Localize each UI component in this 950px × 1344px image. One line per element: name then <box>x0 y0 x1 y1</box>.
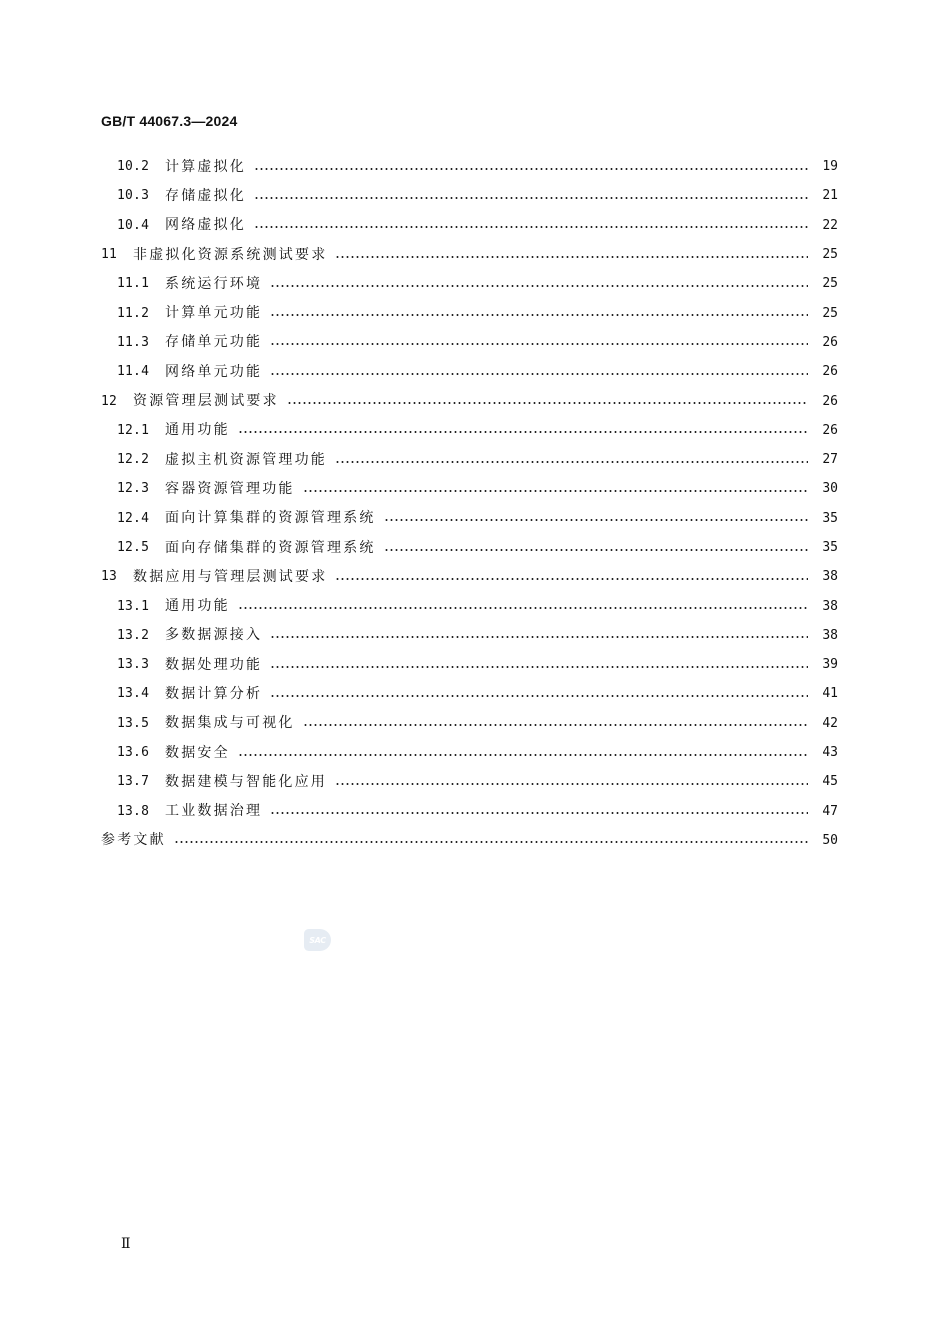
toc-entry-page: 41 <box>822 686 838 702</box>
dot-leader <box>335 578 808 580</box>
toc-entry[interactable] <box>101 386 838 415</box>
dot-leader <box>254 197 808 199</box>
toc-entry-number: 12.4 <box>117 510 150 526</box>
toc-entry-title: 数据安全 <box>165 744 230 761</box>
dot-leader <box>287 402 808 404</box>
dot-leader <box>270 314 808 316</box>
toc-entry-number: 13.4 <box>117 686 150 702</box>
toc-entry-number: 12.5 <box>117 540 150 555</box>
toc-entry[interactable] <box>101 357 838 386</box>
toc-entry-title: 通用功能 <box>165 422 230 439</box>
toc-entry-page: 27 <box>822 452 838 468</box>
toc-entry[interactable] <box>101 709 838 738</box>
toc-entry-number: 13.1 <box>117 598 150 614</box>
toc-entry-page: 19 <box>822 159 838 175</box>
toc-entry-page: 22 <box>822 217 838 233</box>
dot-leader <box>270 636 808 638</box>
toc-entry[interactable] <box>101 650 838 679</box>
toc-entry[interactable] <box>101 181 838 210</box>
toc-entry-number: 13.6 <box>117 745 150 761</box>
toc-entry-number: 11 <box>101 247 118 263</box>
dot-leader <box>303 724 808 726</box>
toc-entry-number: 13.3 <box>117 657 150 673</box>
toc-entry-title: 计算单元功能 <box>165 305 263 322</box>
toc-entry-page: 26 <box>822 422 838 438</box>
toc-entry-title: 工业数据治理 <box>165 803 263 820</box>
toc-entry-title: 资源管理层测试要求 <box>133 393 279 410</box>
toc-entry[interactable] <box>101 738 838 767</box>
toc-entry-page: 26 <box>822 334 838 350</box>
toc-entry[interactable] <box>101 416 838 445</box>
dot-leader <box>384 519 808 521</box>
sac-logo-text: SAC <box>309 935 326 945</box>
toc-entry-title: 存储单元功能 <box>165 334 263 351</box>
dot-leader <box>270 695 808 697</box>
toc-entry[interactable] <box>101 298 838 327</box>
toc-entry-title: 非虚拟化资源系统测试要求 <box>133 246 328 263</box>
toc-entry[interactable] <box>101 211 838 240</box>
dot-leader <box>335 461 808 463</box>
toc-entry-page: 26 <box>822 393 838 409</box>
toc-entry[interactable] <box>101 269 838 298</box>
toc-entry-number: 10.4 <box>117 217 150 233</box>
toc-entry-title: 面向存储集群的资源管理系统 <box>165 539 376 556</box>
toc-entry-number: 10.3 <box>117 188 150 204</box>
toc-entry-title: 数据集成与可视化 <box>165 715 295 732</box>
toc-entry-page: 45 <box>822 774 838 790</box>
toc-entry-number: 11.3 <box>117 334 150 350</box>
dot-leader <box>238 431 808 433</box>
dot-leader <box>254 168 808 170</box>
toc-entry[interactable] <box>101 504 838 533</box>
toc-entry-page: 43 <box>822 745 838 761</box>
dot-leader <box>270 343 808 345</box>
toc-entry-page: 30 <box>822 481 838 497</box>
toc-entry-page: 25 <box>822 305 838 321</box>
toc-entry-title: 数据应用与管理层测试要求 <box>133 568 328 585</box>
toc-entry-title: 虚拟主机资源管理功能 <box>165 451 327 468</box>
toc-entry-title: 计算虚拟化 <box>165 158 246 175</box>
toc-entry-page: 50 <box>822 832 838 848</box>
toc-entry-title: 面向计算集群的资源管理系统 <box>165 510 376 527</box>
toc-entry[interactable] <box>101 621 838 650</box>
toc-entry-title: 系统运行环境 <box>165 275 263 292</box>
toc-entry[interactable] <box>101 562 838 591</box>
sac-logo-icon <box>304 929 331 951</box>
toc-entry-page: 25 <box>822 276 838 292</box>
toc-entry-title: 数据建模与智能化应用 <box>165 773 327 790</box>
table-of-contents <box>101 152 838 855</box>
toc-entry-page: 47 <box>822 803 838 819</box>
toc-entry-page: 25 <box>822 247 838 263</box>
toc-entry-page: 21 <box>822 188 838 204</box>
toc-entry[interactable] <box>101 826 838 855</box>
toc-entry-number: 13 <box>101 569 118 585</box>
toc-entry-title: 网络虚拟化 <box>165 217 246 234</box>
toc-entry-number: 10.2 <box>117 159 150 175</box>
dot-leader <box>270 666 808 668</box>
dot-leader <box>303 490 808 492</box>
toc-entry-number: 12.1 <box>117 422 150 438</box>
dot-leader <box>238 607 808 609</box>
dot-leader <box>174 841 808 843</box>
toc-entry-page: 35 <box>822 540 838 555</box>
toc-entry-title: 数据计算分析 <box>165 685 263 702</box>
toc-entry[interactable] <box>101 679 838 708</box>
toc-entry[interactable] <box>101 152 838 181</box>
toc-entry-title: 网络单元功能 <box>165 363 263 380</box>
toc-entry-title: 容器资源管理功能 <box>165 480 295 497</box>
dot-leader <box>335 783 808 785</box>
dot-leader <box>384 549 808 551</box>
dot-leader <box>254 226 808 228</box>
dot-leader <box>270 812 808 814</box>
dot-leader <box>335 256 808 258</box>
toc-entry[interactable] <box>101 591 838 620</box>
toc-entry-title: 通用功能 <box>165 598 230 615</box>
dot-leader <box>270 373 808 375</box>
toc-entry[interactable] <box>101 767 838 796</box>
toc-entry-number: 12.3 <box>117 481 150 497</box>
toc-entry[interactable] <box>101 328 838 357</box>
toc-entry-number: 13.2 <box>117 627 150 643</box>
toc-entry[interactable] <box>101 240 838 269</box>
toc-entry-number: 13.5 <box>117 715 150 731</box>
toc-entry[interactable] <box>101 797 838 826</box>
toc-entry-page: 42 <box>822 715 838 731</box>
toc-entry-number: 12 <box>101 393 118 409</box>
toc-entry-number: 11.2 <box>117 305 150 321</box>
toc-entry-number: 12.2 <box>117 452 150 468</box>
toc-entry-title: 数据处理功能 <box>165 656 263 673</box>
toc-entry-page: 35 <box>822 510 838 526</box>
toc-entry-page: 38 <box>822 569 838 585</box>
toc-entry-number: 11.4 <box>117 364 150 380</box>
toc-entry-page: 38 <box>822 627 838 643</box>
toc-entry-title: 参考文献 <box>101 832 166 849</box>
toc-entry-number: 13.8 <box>117 803 150 819</box>
toc-entry-page: 26 <box>822 364 838 380</box>
dot-leader <box>270 285 808 287</box>
toc-entry-title: 存储虚拟化 <box>165 187 246 204</box>
toc-entry-number: 11.1 <box>117 276 150 292</box>
toc-entry-page: 38 <box>822 598 838 614</box>
standard-code: GB/T 44067.3—2024 <box>101 113 238 129</box>
toc-entry-title: 多数据源接入 <box>165 627 263 644</box>
toc-entry-number: 13.7 <box>117 774 150 790</box>
toc-entry[interactable] <box>101 445 838 474</box>
toc-entry-page: 39 <box>822 657 838 673</box>
toc-entry[interactable] <box>101 533 838 562</box>
toc-entry[interactable] <box>101 474 838 503</box>
page-number: Ⅱ <box>121 1237 131 1252</box>
dot-leader <box>238 754 808 756</box>
